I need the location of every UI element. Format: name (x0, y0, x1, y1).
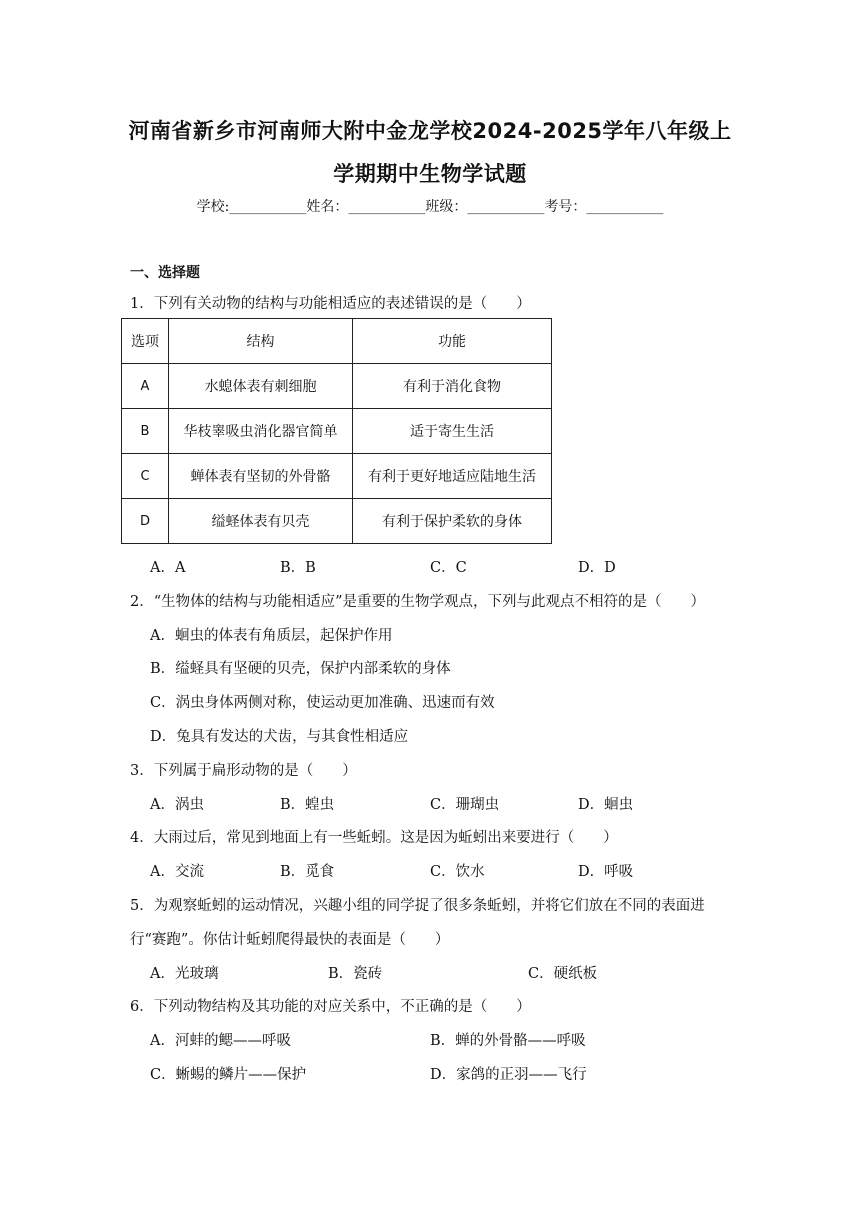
table-cell: 有利于消化食物 (353, 364, 552, 409)
question-6-option-b: B．蝉的外骨骼——呼吸 (430, 1033, 586, 1049)
question-1-option-a: A．A (150, 560, 186, 576)
table-header-cell: 结构 (169, 319, 353, 364)
question-6-stem: 6．下列动物结构及其功能的对应关系中，不正确的是（ ） (130, 999, 531, 1015)
question-2-option-d: D．兔具有发达的犬齿，与其食性相适应 (150, 729, 409, 745)
table-header-cell: 选项 (122, 319, 169, 364)
table-cell: 有利于保护柔软的身体 (353, 499, 552, 544)
question-5-stem-line2: 行“赛跑”。你估计蚯蚓爬得最快的表面是（ ） (130, 932, 450, 948)
table-header-row (122, 319, 552, 364)
question-5-option-c: C．硬纸板 (528, 966, 598, 982)
question-2-option-b: B．缢蛏具有坚硬的贝壳，保护内部柔软的身体 (150, 661, 451, 677)
table-cell: B (122, 409, 169, 454)
table-cell: 有利于更好地适应陆地生活 (353, 454, 552, 499)
question-5-option-b: B．瓷砖 (328, 966, 383, 982)
question-3-stem: 3．下列属于扁形动物的是（ ） (130, 763, 357, 779)
question-3-option-a: A．涡虫 (150, 797, 204, 813)
question-2-stem: 2．“生物体的结构与功能相适应”是重要的生物学观点，下列与此观点不相符的是（ ） (130, 594, 706, 610)
question-5-option-a: A．光玻璃 (150, 966, 219, 982)
table-cell: A (122, 364, 169, 409)
student-info-line: 学校:___________姓名：___________班级：___________考号：___________ (196, 199, 664, 215)
table-cell: 缢蛏体表有贝壳 (169, 499, 353, 544)
question-5-stem-line1: 5．为观察蚯蚓的运动情况，兴趣小组的同学捉了很多条蚯蚓，并将它们放在不同的表面进 (130, 898, 705, 914)
table-row (122, 499, 552, 544)
table-cell: 华枝睾吸虫消化器官简单 (169, 409, 353, 454)
table-cell: C (122, 454, 169, 499)
table-row (122, 454, 552, 499)
question-4-stem: 4．大雨过后，常见到地面上有一些蚯蚓。这是因为蚯蚓出来要进行（ ） (130, 830, 618, 846)
exam-title-line1: 河南省新乡市河南师大附中金龙学校2024-2025学年八年级上 (128, 119, 732, 143)
table-cell: 水螅体表有刺细胞 (169, 364, 353, 409)
table-cell: 适于寄生生活 (353, 409, 552, 454)
question-6-option-c: C．蜥蜴的鳞片——保护 (150, 1067, 307, 1083)
question-4-option-d: D．呼吸 (578, 864, 634, 880)
question-4-option-c: C．饮水 (430, 864, 485, 880)
question-1-option-c: C．C (430, 560, 467, 576)
table-cell: 蝉体表有坚韧的外骨骼 (169, 454, 353, 499)
table-header-cell: 功能 (353, 319, 552, 364)
question-1-table (121, 318, 552, 544)
question-1-option-b: B．B (280, 560, 316, 576)
question-3-option-d: D．蛔虫 (578, 797, 634, 813)
question-4-option-a: A．交流 (150, 864, 204, 880)
question-1-option-d: D．D (578, 560, 616, 576)
table-cell: D (122, 499, 169, 544)
question-3-option-b: B．蝗虫 (280, 797, 335, 813)
exam-title-line2: 学期期中生物学试题 (333, 162, 527, 186)
question-3-option-c: C．珊瑚虫 (430, 797, 500, 813)
question-2-option-a: A．蛔虫的体表有角质层，起保护作用 (150, 628, 393, 644)
question-6-option-d: D．家鸽的正羽——飞行 (430, 1067, 587, 1083)
question-1-stem: 1．下列有关动物的结构与功能相适应的表述错误的是（ ） (130, 296, 531, 312)
question-4-option-b: B．觅食 (280, 864, 335, 880)
table-row (122, 409, 552, 454)
question-6-option-a: A．河蚌的鳃——呼吸 (150, 1033, 291, 1049)
section-title: 一、选择题 (130, 265, 200, 281)
question-2-option-c: C．涡虫身体两侧对称，使运动更加准确、迅速而有效 (150, 695, 495, 711)
table-row (122, 364, 552, 409)
